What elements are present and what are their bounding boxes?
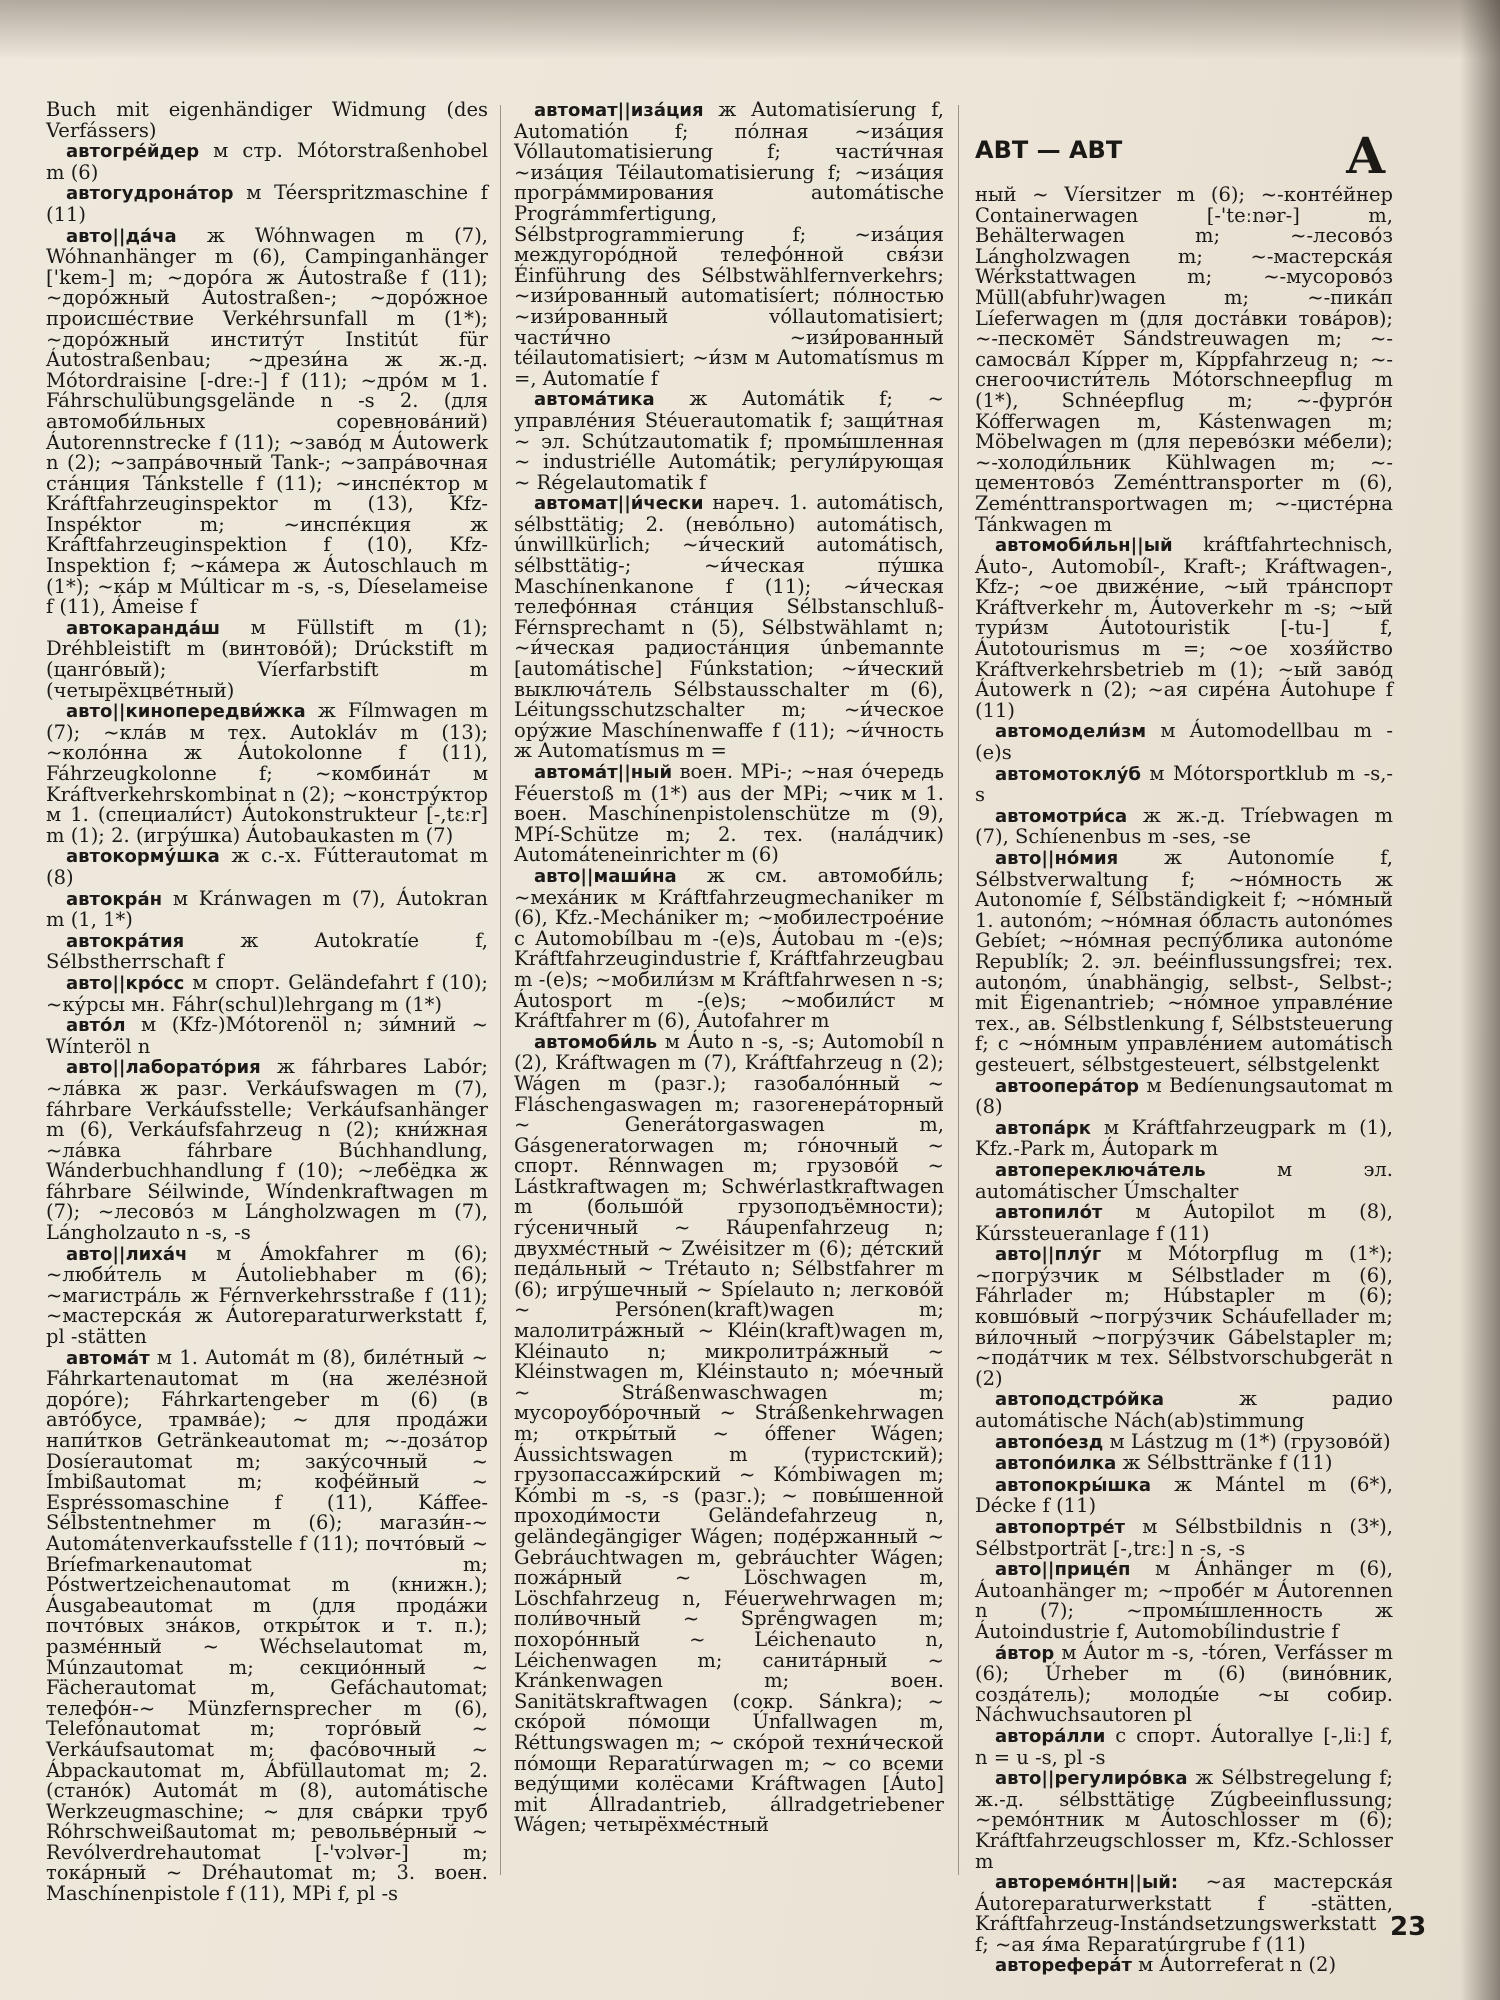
entry-headword: автокорму́шка [66,846,220,868]
dictionary-entry [46,100,488,141]
entry-headword: автоопера́тор [995,1075,1140,1097]
dictionary-entry [46,615,488,702]
dictionary-entry [975,803,1393,849]
entry-headword: автопо́илка [995,1453,1117,1475]
entry-headword: автогре́йдер [66,141,200,163]
entry-definition: м Ánhänger m (6), Áutoanhänger m; ~пробе́г м Áutorennen n (7); ~промы́шленность ж Áutoindustrie f, Automobílindustrie f [975,1557,1393,1643]
entry-definition: м Kráftfahrzeugpark m (1), Kfz.-Park m, Áutopark m [975,1115,1394,1161]
dictionary-entry [514,1029,945,1837]
entry-headword: автокаранда́ш [66,617,220,639]
entry-headword: автопереключа́тель [995,1159,1206,1181]
entry-definition: ж Wóhnwagen m (7), Wóhnanhänger m (6), Campinganhänger ['kem-] m; ~доро́га ж Áutostraße f (11); ~доро́жный Áutostraßen-; ~доро́жное происше́ствие Verkéhrsunfall m (1*); ~доро́жный институ́т Institút für Áutostraßenbau; ~дрези́на ж ж.-д. Mótordraisine [-dreː-] f (11); ~дро́м м 1. Fáhrschulübungsgelände n -s 2. (для автомоби́льных соревнова́ний) Áutorennstrecke f (11); ~заво́д м Áutowerk n (2); ~запра́вочный Tank-; ~запра́вочная ста́нция Tánkstelle f (11); ~инспе́ктор м Kráftfahrzeuginspektor m (13), Kfz-Inspéktor m; ~инспе́кция ж Kráftfahrzeuginspektion f (10), Kfz-Inspektion f; ~ка́мера ж Áutoschlauch m (1*); ~ка́р м Múlticar m -s, -s, Díeselameise f (11), Ámeise f [46,223,488,619]
entry-headword: автомотоклу́б [995,763,1141,785]
column-divider-2 [958,105,959,1875]
entry-definition: м Mótorsportklub m -s,-s [975,761,1393,807]
entry-definition: м Mótorpflug m (1*); ~погру́зчик м Sélbstlader m (6), Fáhrlader m; Húbstapler m (6); ковшо́вый ~погру́зчик Scháufellader m; ви́лочный ~погру́зчик Gábelstapler m; ~пода́тчик м тех. Sélbstvorschubgerät n (2) [975,1242,1393,1390]
entry-definition: м (Kfz-)Mótorenöl n; зи́мний ~ Wínteröl n [46,1013,488,1058]
entry-headword: авто||регулиро́вка [995,1768,1188,1790]
entry-headword: а́втор [995,1642,1055,1664]
entry-headword: авто||прице́п [995,1559,1131,1581]
page-number: 23 [1390,1912,1427,1942]
entry-definition: ж fáhrbares Labór; ~ла́вка ж разг. Verkáufswagen m (7), fáhrbare Verkáufsstelle; Verkáufsanhänger m (6), Verkáufsfahrzeug n (2); кни́жная ~ла́вка fáhrbare Búchhandlung, Wánderbuchhandlung f (10); ~лебёдка ж fáhrbare Séilwinde, Wíndenkraftwagen m (7); ~лесово́з м Lángholzwagen m (7), Lángholzauto n -s, -s [46,1055,488,1245]
column-divider-1 [500,105,501,1875]
dictionary-entry [46,1241,488,1349]
entry-headword: авто||плу́г [995,1244,1102,1266]
dictionary-entry [975,1244,1393,1389]
entry-definition: м Áutorreferat n (2) [1138,1953,1337,1977]
dictionary-entry [975,761,1393,807]
dictionary-entry [46,183,488,225]
entry-headword: автопо́езд [995,1431,1104,1453]
entry-headword: авто||да́ча [66,225,177,247]
entry-definition: ж Autokratíe f, Sélbstherrschaft f [46,928,488,974]
dictionary-entry [975,1559,1393,1642]
entry-definition: м Áutor m -s, -tóren, Verfásser m (6); Úrheber m (6) (вино́вник, созда́тель); молоды́е ~ы собир. Náchwuchsautoren pl [975,1640,1393,1727]
dictionary-entry [975,1955,1393,1977]
entry-headword: автомодели́зм [995,721,1147,743]
entry-headword: автопокры́шка [995,1474,1151,1496]
entry-definition: ж Autonomíe f, Sélbstverwaltung f; ~но́мность ж Autonomíe f, Sélbständigkeit f; ~но́мный 1. autonóm; ~но́мная о́бласть autonómes Gebíet; ~но́мная респу́блика autonóme Republík; 2. эл. beéinflussungsfrei; тех. autonóm, únabhängig, selbst-, Selbst-; mit Éigenantrieb; ~но́мное управле́ние тех., ав. Sélbstlenkung f, Sélbststeuerung f; с ~но́мным управле́нием automátisch gesteuert, sélbstgesteuert, sélbstgelenkt [975,846,1393,1076]
entry-headword: автокра́тия [66,930,185,952]
entry-headword: автогудрона́тор [66,183,234,205]
entry-headword: автопортре́т [995,1517,1125,1538]
entry-definition: ж радио automátische Nách(ab)stimmung [975,1387,1393,1433]
entry-headword: автора́лли [995,1725,1106,1747]
entry-definition: ~ая мастерска́я Áutoreparaturwerkstatt f -stätten, Kráftfahrzeug-Instándsetzungswerkstatt f; ~ая я́ма Reparatúrgrube f (11) [975,1870,1394,1956]
dictionary-entry [975,1453,1393,1475]
entry-definition: ж Sélbstregelung f; ж.-д. sélbsttätige Zúgbeeinflussung; ~ремо́нтник м Áutoschlosser m (6); Kráftfahrzeugschlosser m, Kfz.-Schlosser m [975,1766,1393,1873]
entry-headword: авто||но́мия [995,848,1119,869]
running-head: ABT — ABT [975,136,1123,164]
dictionary-entry [514,762,944,866]
entry-definition: м стр. Mótorstraßenhobel m (6) [46,139,488,184]
entry-definition: ж Automatisíerung f, Automatión f; по́лная ~иза́ция Vóllautomatisierung f; части́чная ~иза́ция Téilautomatisierung f; ~иза́ция програ́ммирования automátische Prográmmfertigung, Sélbstprogrammierung f; ~иза́ция междугоро́дной телефо́нной свя́зи Éinführung des Sélbstwählfernverkehrs; ~изи́рованный automatisíert; по́лностью ~изи́рованный vóllautomatisiert; части́чно ~изи́рованный téilautomatisiert; ~и́зм м Automatísmus m =, Automatíe f [514,98,944,390]
entry-definition: kráftfahrtechnisch, Áuto-, Automobíl-, Kraft-; Kráftwagen-, Kfz-; ~ое движе́ние, ~ый тра́нспорт Kráftverkehr m, Áutoverkehr m -s; ~ый тури́зм Áutotouristik [-tu-] f, Áutotourismus m =; ~ое хозя́йство Kráftverkehrsbetrieb m (1); ~ый заво́д Áutowerk n (2); ~ая сире́на Áutohupe f (11) [975,533,1393,722]
entry-definition: м Ámokfahrer m (6); ~люби́тель м Áutoliebhaber m (6); ~магистра́ль ж Férnverkehrsstraße f (11); ~мастерска́я ж Áutoreparaturwerkstatt f, pl -stätten [46,1241,488,1349]
dictionary-entry [975,1723,1393,1769]
entry-definition: м эл. automátischer Úmschalter [975,1157,1394,1203]
entry-headword: авторемо́нтн||ый: [995,1872,1179,1894]
dictionary-entry [46,886,488,932]
entry-definition: ж см. автомоби́ль; ~меха́ник м Kráftfahrzeugmechaniker m (6), Kfz.-Mechániker m; ~мобилестрое́ние с Automobílbau m -(e)s, Áutobau m -(e)s; Kráftfahrzeugindustrie f, Kráftfahrzeugbau m -(e)s; ~мобили́зм м Kráftfahrwesen n -s; Áutosport m -(e)s; ~мобили́ст м Kráftfahrer m (6), Áutofahrer m [514,863,944,1033]
dictionary-entry [46,928,488,974]
entry-definition: ж Sélbsttränke f (11) [1122,1451,1333,1475]
entry-definition: ж ж.-д. Tríebwagen m (7), Schíenenbus m -ses, -se [975,803,1393,849]
dictionary-entry [975,185,1393,535]
entry-definition: ж с.-х. Fútterautomat m (8) [46,844,489,889]
dictionary-entry [46,1057,488,1243]
dictionary-entry [975,1389,1393,1431]
entry-headword: авторефера́т [995,1955,1132,1977]
entry-headword: автома́т||ный [534,762,673,783]
column-1 [46,98,489,1906]
entry-headword: автомотри́са [995,805,1128,827]
entry-definition: м Áutomodellbau m -(e)s [975,719,1393,765]
entry-headword: автопа́рк [995,1117,1092,1139]
entry-headword: авто́л [66,1015,126,1037]
dictionary-entry [514,100,944,389]
entry-headword: авто||кинопередви́жка [66,701,306,723]
entry-headword: автоподстро́йка [995,1389,1165,1411]
entry-headword: авто||лаборато́рия [66,1057,261,1079]
entry-definition: м Bedíenungsautomat m (8) [975,1073,1393,1119]
page-shadow-top [0,0,1500,60]
dictionary-entry [975,1115,1394,1161]
dictionary-entry [46,1345,489,1906]
entry-definition: ж Automátik f; ~ управле́ния Stéuerautomatik f; защи́тная ~ эл. Schútzautomatik f; промы́шленная ~ industriélle Automátik; регули́рующая ~ Régelautomatik f [514,387,944,494]
entry-headword: автомоби́льн||ый [995,535,1173,557]
entry-definition: воен. MPi-; ~ная о́чередь Féuerstoß m (1*) aus der MPi; ~чик м 1. воен. Maschínenpistolenschütze m (9), MPí-Schütze m; 2. тех. (нала́дчик) Automáteneinrichter m (6) [514,760,944,867]
dictionary-entry [975,1640,1393,1727]
dictionary-entry [975,721,1393,763]
entry-headword: автома́тика [534,389,655,411]
dictionary-entry [514,863,944,1033]
entry-definition: м Áutopilot m (8), Kúrssteueranlage f (11) [975,1200,1394,1245]
page-header [975,126,1385,185]
dictionary-entry [46,141,488,183]
entry-definition: м Kránwagen m (7), Áutokran m (1, 1*) [46,886,488,932]
entry-definition: с спорт. Áutorallye [-,liː] f, n = u -s, pl -s [975,1723,1393,1769]
dictionary-entry [46,970,489,1016]
entry-definition: м Téerspritzmaschine f (11) [46,181,488,226]
dictionary-entry [514,389,944,493]
dictionary-entry [975,848,1393,1076]
entry-definition: м Füllstift m (1); Dréhbleistift m (винтово́й); Drúckstift m (цанго́вый); Víerfarbstift m (четырёхцве́тный) [46,615,488,702]
entry-definition: м спорт. Geländefahrt f (10); ~ку́рсы мн. Fáhr(schul)lehrgang m (1*) [46,970,489,1016]
entry-definition: м 1. Automát m (8), биле́тный ~ Fáhrkartenautomat m (на желе́зной доро́ге); Fáhrkartengeber m (6) (в авто́бусе, трамва́е); ~ для прода́жи напи́тков Getränkeautomat m; ~-доза́тор Dosíerautomat m; заку́сочный ~ Ímbißautomat m; кофе́йный ~ Espréssomaschine f (11), Káffee-Sélbstentnehmer m (6); магази́н-~ Automátenverkaufsstelle f (11); почто́вый ~ Bríefmarkenautomat m; Póstwertzeichenautomat m (книжн.); Áusgabeautomat m (для прода́жи почто́вых зна́ков, откры́ток и т. п.); разме́нный ~ Wéchselautomat m, Múnzautomat m; секцио́нный ~ Fächerautomat m, Gefáchautomat; телефо́н-~ Münzfernsprecher m (6), Telefónautomat m; торго́вый ~ Verkáufsautomat m; фасо́вочный ~ Ábpackautomat m, Ábfüllautomat m; 2. (стано́к) Automát m (8), automátische Werkzeugmaschine; ~ для сва́рки труб Róhrschweißautomat m; револьве́рный ~ Revólverdrehautomat [-'vɔlvər-] m; тока́рный ~ Dréhautomat m; 3. воен. Maschínenpistole f (11), MPi f, pl -s [46,1345,489,1906]
entry-headword: автомоби́ль [534,1031,658,1053]
dictionary-entry [46,701,488,846]
page-shadow-right [1460,0,1500,2000]
dictionary-entry [514,493,944,762]
entry-definition: ный ~ Víersitzer m (6); ~-конте́йнер Containerwagen [-'teːnər-] m, Behälterwagen m; ~-лесово́з Lángholzwagen m; ~-мастерска́я Wérkstattwagen m; ~-мусорово́з Müll(abfuhr)wagen m; ~-пика́п Líeferwagen m (для доста́вки това́ров); ~-пескомёт Sándstreuwagen m; ~-самосва́л Kípper m, Kíppfahrzeug n; ~-снегоочисти́тель Mótorschneepflug m (1*), Schnéepflug m; ~-фурго́н Kófferwagen m, Kástenwagen m; Möbelwagen m (для перево́зки ме́бели); ~-холоди́льник Kühlwagen m; ~-цементово́з Zeménttransporter m (6), Zeménttransportwagen m; ~-цисте́рна Tánkwagen m [975,183,1393,536]
column-3 [975,183,1394,1977]
dictionary-entry [975,1472,1393,1518]
entry-headword: автома́т [66,1347,150,1369]
entry-headword: автокра́н [66,888,163,910]
entry-headword: авто||маши́на [534,865,677,887]
entry-headword: авто||кро́сс [66,972,185,994]
dictionary-entry [975,1517,1393,1559]
entry-definition: Buch mit eigenhändiger Widmung (des Verfássers) [46,98,488,142]
section-letter: A [1346,126,1385,185]
dictionary-entry [975,1157,1394,1203]
entry-definition: м Sélbstbildnis n (3*), Sélbstporträt [-,trɛː] n -s, -s [975,1515,1393,1560]
entry-definition: ж Mántel m (6*), Décke f (11) [975,1472,1393,1518]
dictionary-entry [46,1015,488,1057]
dictionary-entry [46,223,488,619]
dictionary-entry [46,846,488,888]
dictionary-entry [975,1872,1393,1955]
dictionary-entry [975,535,1393,721]
dictionary-entry [975,1073,1393,1119]
entry-headword: авто||лиха́ч [66,1243,188,1265]
column-2 [514,100,944,1880]
entry-definition: м Áuto n -s, -s; Automobíl n (2), Kráftwagen m (7), Kráftfahrzeug n (2); Wágen m (разг.); газобало́нный ~ Fláschengaswagen m; газогенера́торный ~ Generátorgaswagen m, Gásgeneratorwagen m; го́ночный ~ спорт. Rénnwagen m; грузово́й ~ Lástkraftwagen m; Schwérlastkraftwagen m (большо́й грузоподъёмности); гу́сеничный ~ Ráupenfahrzeug n; двухме́стный ~ Zwéisitzer m (6); де́тский педа́льный ~ Trétauto n; Sélbstfahrer m (6); игру́шечный ~ Spíelauto n; легково́й ~ Persónen(kraft)wagen m; малолитра́жный ~ Kléin(kraft)wagen m, Kléinauto n; микролитра́жный ~ Kléinstwagen m, Kléinstauto n; мо́ечный ~ Stráßenwaschwagen m; мусороубо́рочный ~ Stráßenkehrwagen m; откры́тый ~ óffener Wágen; Áussichtswagen m (туристский); грузопассажи́рский ~ Kómbiwagen m; Kómbi m -s, -s (разг.); ~ повы́шенной проходи́мости Geländefahrzeug n, geländegängiger Wágen; поде́ржанный ~ Gebráuchtwagen m, gebráuchter Wágen; пожа́рный ~ Löschwagen m, Löschfahrzeug n, Féuerwehrwagen m; поли́вочный ~ Sprḗngwagen m; похоро́нный ~ Léichenauto n, Léichenwagen m; санита́рный ~ Kránkenwagen m; воен. Sanitätskraftwagen (сокр. Sánkra); ~ ско́рой по́мощи Únfallwagen m, Réttungswagen m; ~ ско́рой техни́ческой по́мощи Reparatúrwagen m; ~ со всеми веду́щими колёсами Kráftwagen [Áuto] mit Állradantrieb, állradgetriebener Wágen; четырёхме́стный [514,1029,945,1837]
entry-definition: нареч. 1. automátisch, sélbsttätig; 2. (нево́льно) automátisch, únwillkürlich; ~и́ческий automátisch, sélbsttätig-; ~и́ческая пу́шка Maschínenkanone f (11); ~и́ческая телефо́нная ста́нция Sélbstanschluß-Férnsprechamt n (5), Sélbstwählamt n; ~и́ческая радиоста́нция únbemannte [automátische] Fúnkstation; ~и́ческий выключа́тель Sélbstausschalter m (6), Léitungsschutzschalter m; ~и́ческое ору́жие Maschínenwaffe f (11); ~и́чность ж Automatísmus m = [514,491,944,763]
entry-definition: м Lástzug m (1*) (грузово́й) [1109,1429,1391,1453]
dictionary-entry [975,1202,1393,1244]
dictionary-entry [975,1429,1393,1454]
dictionary-entry [975,1768,1393,1872]
entry-definition: ж Fílmwagen m (7); ~кла́в м тех. Autokláv m (13); ~коло́нна ж Áutokolonne f (11), Fáhrzeugkolonne f; ~комбина́т м Kráftverkehrskombinat n (2); ~констру́ктор м 1. (специали́ст) Áutokonstrukteur [-,tɛːr] m (1); 2. (игру́шка) Áutobaukasten m (7) [46,699,488,847]
entry-headword: автопило́т [995,1202,1103,1224]
entry-headword: автомат||иза́ция [534,100,704,121]
entry-headword: автомат||и́чески [534,493,704,515]
